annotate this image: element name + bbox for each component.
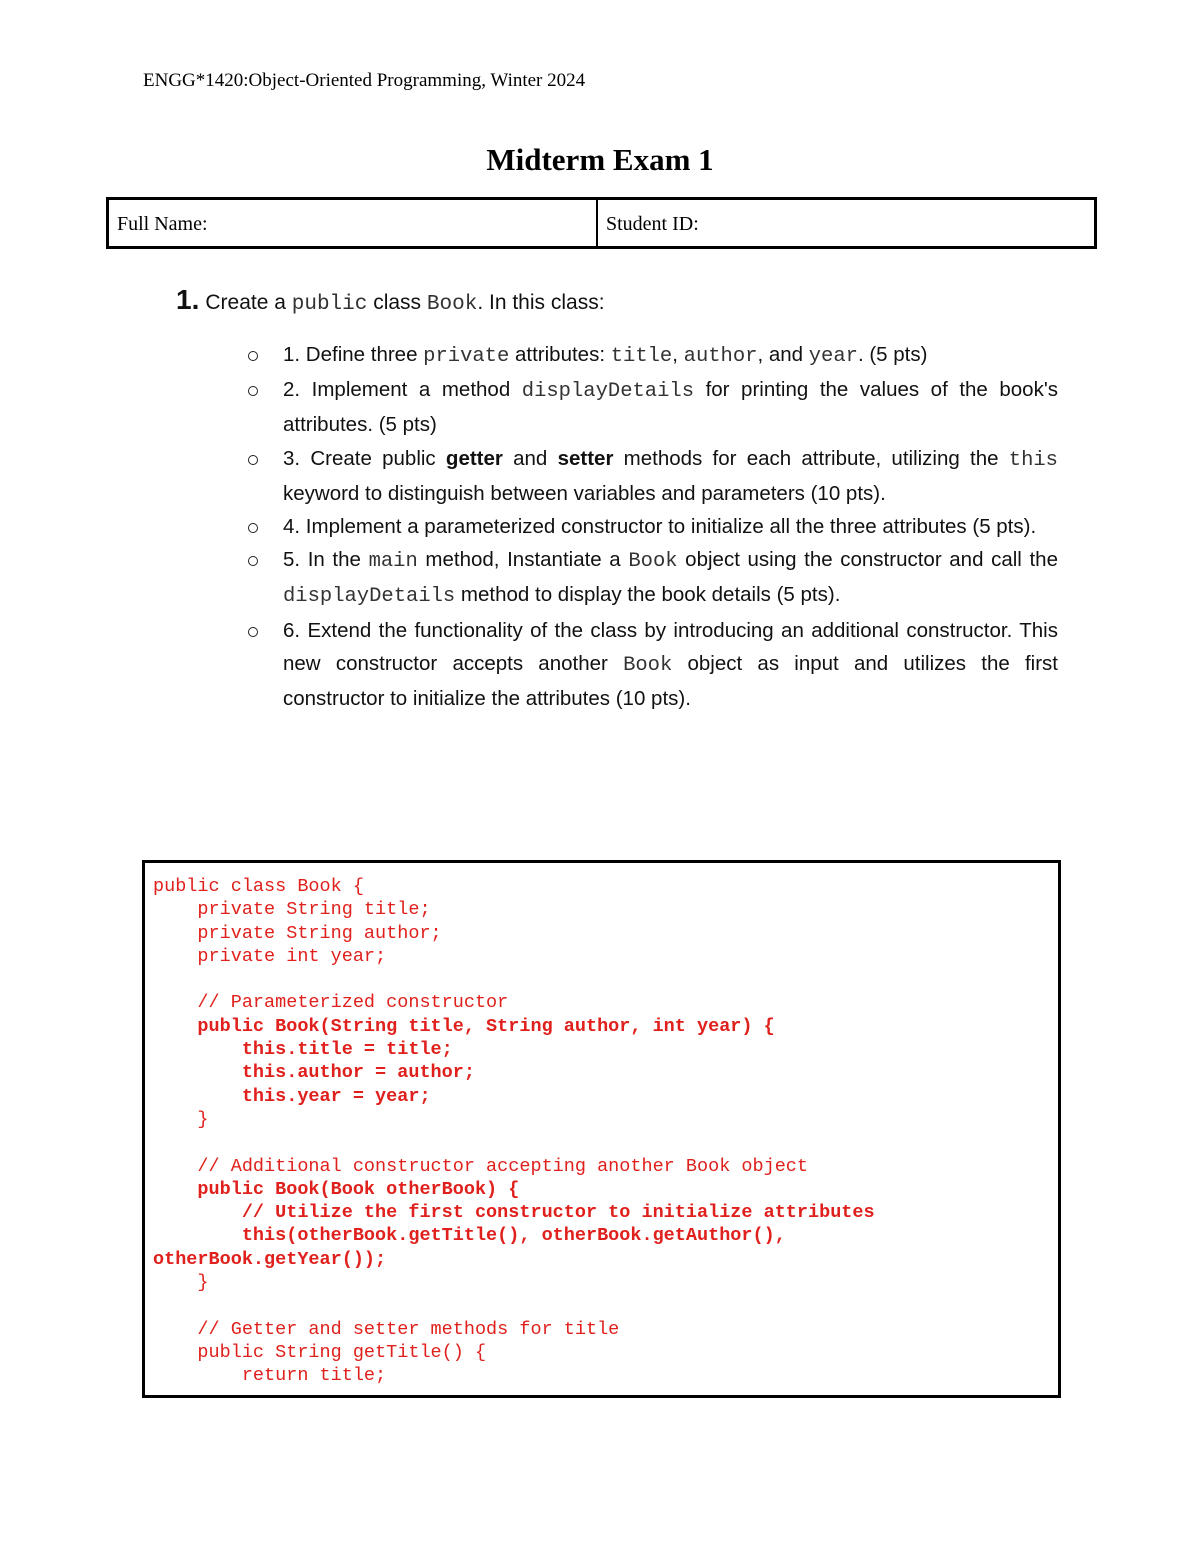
item-text: and <box>502 446 558 470</box>
item-text: 6. Extend the functionality of the class by introducing an additional constructor. This new constructor accepts another <box>283 618 1058 675</box>
item-code: year <box>808 345 858 368</box>
item-bold: setter <box>557 446 614 470</box>
item-text: method to display the book details (5 pts). <box>455 583 841 607</box>
code-line: public String getTitle() { <box>153 1341 487 1363</box>
item-text: . (5 pts) <box>857 343 928 366</box>
code-line: } <box>153 1272 209 1294</box>
circle-bullet-icon <box>248 351 258 361</box>
requirements-list <box>243 338 1058 715</box>
item-text: 2. Implement a method <box>283 378 522 402</box>
intro-text: . In this class: <box>477 291 605 314</box>
exam-title: Midterm Exam 1 <box>486 142 714 177</box>
intro-text: Create a <box>205 291 292 314</box>
requirement-item <box>243 510 1058 543</box>
item-text: 3. Create public <box>283 446 446 470</box>
code-line: otherBook.getYear()); <box>153 1248 387 1270</box>
item-text: 5. In the <box>283 548 369 572</box>
item-text: object using the constructor and call the <box>677 548 1058 572</box>
requirement-item <box>243 373 1058 441</box>
item-code: title <box>610 345 673 368</box>
requirement-item <box>243 543 1058 613</box>
item-code: Book <box>628 550 678 574</box>
item-code: private <box>423 345 510 368</box>
code-line: this.author = author; <box>153 1062 475 1084</box>
code-line: // Parameterized constructor <box>153 992 509 1014</box>
item-code: displayDetails <box>521 380 695 404</box>
item-bold: getter <box>445 446 503 470</box>
question-number: 1. <box>176 284 200 315</box>
item-text: object as input and utilizes the first constructor to initialize the attributes (10 pts). <box>283 651 1059 711</box>
code-answer-box <box>142 860 1061 1398</box>
circle-bullet-icon <box>248 523 258 533</box>
code-line: private String author; <box>153 922 442 944</box>
intro-code-book: Book <box>426 293 478 316</box>
circle-bullet-icon <box>248 455 258 465</box>
item-text: , and <box>757 343 809 366</box>
code-line: public class Book { <box>153 876 364 897</box>
requirement-item <box>243 442 1058 510</box>
item-text: methods for each attribute, utilizing the <box>613 446 1009 470</box>
code-line: // Additional constructor accepting another Book object <box>153 1155 809 1177</box>
code-line: public Book(Book otherBook) { <box>153 1178 520 1200</box>
student-id-field[interactable]: Student ID: <box>606 213 699 235</box>
item-text: 4. Implement a parameterized constructor to initialize all the three attributes (5 pts). <box>283 515 1037 539</box>
code-line: // Utilize the first constructor to initialize attributes <box>153 1202 875 1224</box>
circle-bullet-icon <box>248 556 258 566</box>
full-name-field[interactable]: Full Name: <box>109 200 598 246</box>
question-intro <box>176 284 605 316</box>
item-code: Book <box>623 653 673 677</box>
intro-code-public: public <box>291 293 368 316</box>
course-header: ENGG*1420:Object-Oriented Programming, Winter 2024 <box>143 70 586 91</box>
item-text: attributes: <box>509 343 611 366</box>
item-text: keyword to distinguish between variables and parameters (10 pts). <box>283 481 886 505</box>
code-line: private String title; <box>153 899 431 921</box>
code-line: // Getter and setter methods for title <box>153 1318 620 1340</box>
circle-bullet-icon <box>248 386 258 396</box>
code-line: private int year; <box>153 945 387 967</box>
circle-bullet-icon <box>248 627 258 637</box>
code-line: return title; <box>153 1365 387 1387</box>
code-line: public Book(String title, String author, int year) { <box>153 1015 775 1037</box>
code-line: this(otherBook.getTitle(), otherBook.getAuthor(), <box>153 1225 786 1247</box>
item-text: , <box>672 343 684 366</box>
student-info-table <box>106 197 1097 249</box>
requirement-item <box>243 614 1058 716</box>
code-line: } <box>153 1108 209 1130</box>
intro-text: class <box>367 291 427 314</box>
item-code: author <box>683 345 758 368</box>
code-line: this.title = title; <box>153 1039 453 1061</box>
code-line: this.year = year; <box>153 1085 431 1107</box>
item-text: for printing the values of the book's attributes. (5 pts) <box>283 378 1058 437</box>
code-block <box>145 863 1058 1388</box>
item-code: displayDetails <box>283 585 456 609</box>
requirement-item <box>243 338 1058 373</box>
item-code: main <box>368 550 418 574</box>
item-text: method, Instantiate a <box>417 548 629 572</box>
item-code: this <box>1008 448 1058 472</box>
item-text: 1. Define three <box>283 343 424 366</box>
